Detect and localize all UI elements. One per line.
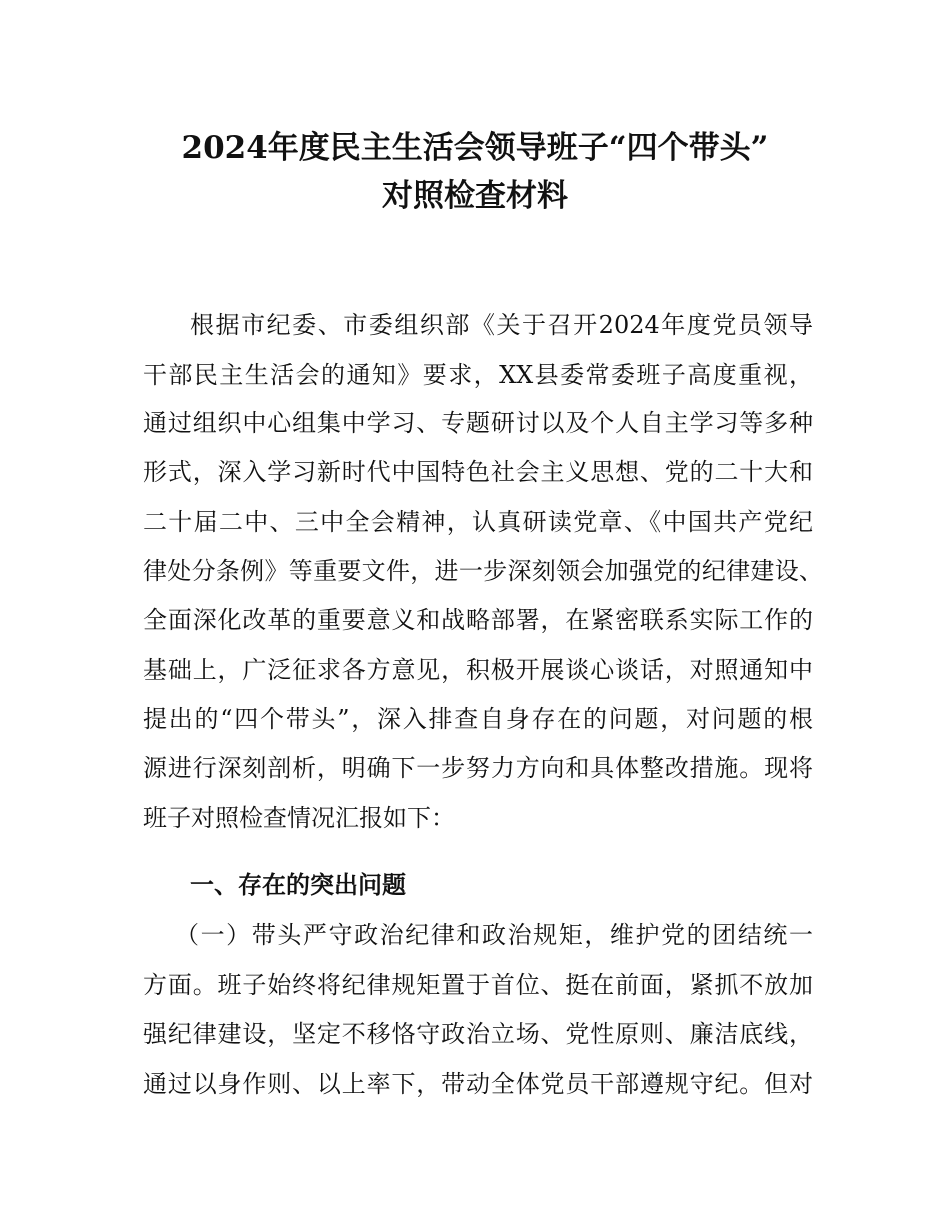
paragraph-line: （一）带头严守政治纪律和政治规矩，维护党的团结统一 — [175, 921, 813, 949]
paragraph-line: 方面。班子始终将纪律规矩置于首位、挺在前面，紧抓不放加 — [143, 971, 813, 999]
paragraph-line: 基础上，广泛征求各方意见，积极开展谈心谈话，对照通知中 — [143, 656, 813, 684]
paragraph-line: 源进行深刻剖析，明确下一步努力方向和具体整改措施。现将 — [143, 754, 813, 782]
paragraph-line: 提出的“四个带头”，深入排查自身存在的问题，对问题的根 — [143, 705, 813, 733]
paragraph-line: 干部民主生活会的通知》要求，XX县委常委班子高度重视， — [143, 361, 813, 389]
document-title-line-1: 2024年度民主生活会领导班子“四个带头” — [181, 130, 769, 166]
section-heading: 一、存在的突出问题 — [190, 871, 406, 899]
paragraph-line: 全面深化改革的重要意义和战略部署，在紧密联系实际工作的 — [143, 606, 813, 634]
paragraph-line: 班子对照检查情况汇报如下： — [143, 804, 455, 832]
paragraph-line: 二十届二中、三中全会精神，认真研读党章、《中国共产党纪 — [143, 508, 813, 536]
paragraph-line: 形式，深入学习新时代中国特色社会主义思想、党的二十大和 — [143, 458, 813, 486]
paragraph-line: 根据市纪委、市委组织部《关于召开2024年度党员领导 — [190, 311, 813, 339]
paragraph-line: 通过以身作则、以上率下，带动全体党员干部遵规守纪。但对 — [143, 1070, 813, 1098]
paragraph-line: 律处分条例》等重要文件，进一步深刻领会加强党的纪律建设、 — [143, 557, 823, 585]
document-title-line-2: 对照检查材料 — [382, 178, 568, 214]
paragraph-line: 强纪律建设，坚定不移恪守政治立场、党性原则、廉洁底线， — [143, 1020, 813, 1048]
paragraph-line: 通过组织中心组集中学习、专题研讨以及个人自主学习等多种 — [143, 409, 813, 437]
